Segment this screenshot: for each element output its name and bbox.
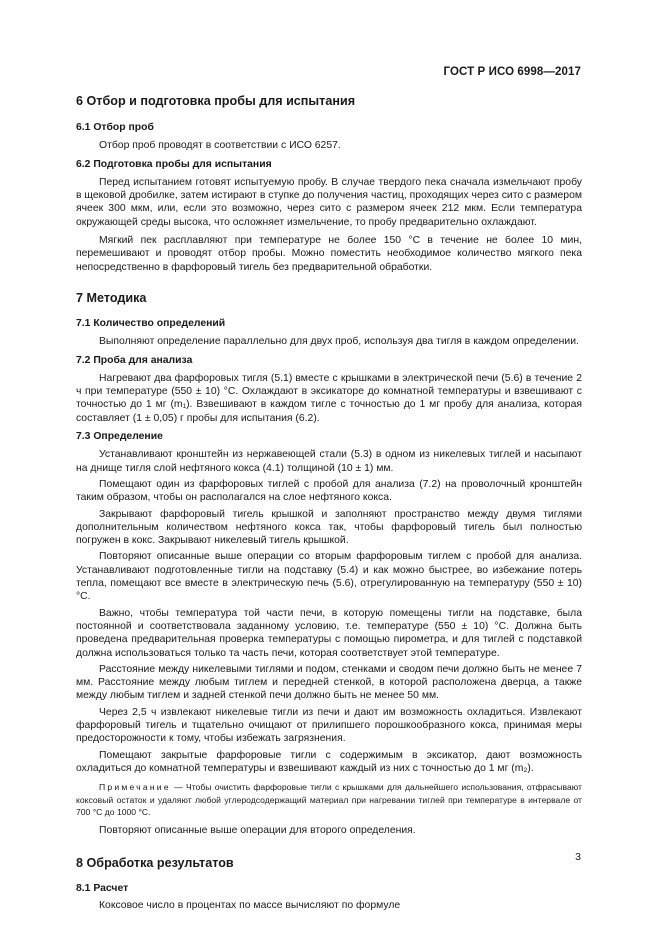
note-text: — Чтобы очистить фарфоровые тигли с крышками для дальнейшего использования, отфрасывают коксовый остаток и удаляют любой углеродсодержащий материал при нагревании тиглей при температуре в интервале от 700 °C до 1000 °C. [76, 782, 582, 818]
section-6-1-heading: 6.1 Отбор проб [76, 122, 154, 133]
section-8-heading: 8 Обработка результатов [76, 856, 234, 871]
note [76, 781, 582, 819]
section-7-3-text-4: Повторяют описанные выше операции со вторым фарфоровым тиглем с пробой для анализа. Устанавливают подготовленные тигли на подставку (5.4) и как можно быстрее, во избежание потерь тепла, помещают все вместе в электрическую печь (5.6), отрегулированную на температуру (550 ± 10) °C. [76, 551, 582, 603]
section-6-heading: 6 Отбор и подготовка пробы для испытания [76, 94, 356, 108]
section-7-3-text-5: Важно, чтобы температура той части печи, в которую помещены тигли на подставке, была постоянной и соответствовала заданному условию, т.е. температуре (550 ± 10) °C. Должна быть проведена предварительная проверка температуры с помощью пирометра, и для тиглей с подставкой должна использоваться только та часть печи, которая соответствует этой температуре. [76, 607, 582, 659]
note-label: Примечание [99, 782, 171, 793]
page-content [76, 94, 582, 912]
section-7-3-text-8: Помещают закрытые фарфоровые тигли с содержимым в эксикатор, дают возможность охладиться до комнатной температуры и взвешивают каждый из них с точностью до 1 мг (m₂). [76, 749, 582, 774]
section-6-2-text-2: Мягкий пек расплавляют при температуре не более 150 °C в течение не более 10 мин, перемешивают и проводят отбор пробы. Можно поместить необходимое количество мягкого пека непосредственно в фарфоровый тигель без предварительной обработки. [76, 235, 582, 273]
section-6-1-text: Отбор проб проводят в соответствии с ИСО 6257. [99, 140, 341, 152]
section-7-1-text: Выполняют определение параллельно для двух проб, используя два тигля в каждом определении. [99, 336, 579, 348]
section-7-2-text: Нагревают два фарфоровых тигля (5.1) вместе с крышками в электрической печи (5.6) в течение 2 ч при температуре (550 ± 10) °C. Охлаждают в эксикаторе до комнатной температуры и взвешивают с точностью до 1 мг (m₁). Взвешивают в каждом тигле с точностью до 1 мг пробу для анализа, которая составляет (1 ± 0,05) г пробы для испытания (6.2). [76, 372, 582, 424]
page-number: 3 [575, 851, 581, 863]
section-7-3-text-9: Повторяют описанные выше операции для второго определения. [99, 824, 416, 836]
section-8-1-heading: 8.1 Расчет [76, 883, 129, 895]
section-7-2-heading: 7.2 Проба для анализа [76, 354, 193, 366]
section-6-2-text-1: Перед испытанием готовят испытуемую пробу. В случае твердого пека сначала измельчают пробу в щековой дробилке, затем истирают в ступке до получения частиц, проходящих через сито с размером ячеек 300 мкм, или, если это возможно, через сито с размером ячеек 212 мкм. Если температура окружающей среды высока, что осложняет измельчение, то пробу предварительно охлаждают. [76, 176, 582, 228]
section-7-3-heading: 7.3 Определение [76, 431, 163, 443]
section-7-3-text-7: Через 2,5 ч извлекают никелевые тигли из печи и дают им возможность охладиться. Извлекают фарфоровый тигель и тщательно очищают от прилипшего порошкообразного кокса, принимая меры предосторожности к тому, чтобы избежать загрязнения. [76, 706, 582, 745]
section-7-3-text-2: Помещают один из фарфоровых тиглей с пробой для анализа (7.2) на проволочный кронштейн таким образом, чтобы он располагался на слое нефтяного кокса. [76, 478, 582, 504]
standard-number: ГОСТ Р ИСО 6998—2017 [443, 66, 581, 78]
section-7-3-text-1: Устанавливают кронштейн из нержавеющей стали (5.3) в одном из никелевых тиглей и насыпают на днище тигля слой нефтяного кокса (4.1) толщиной (10 ± 1) мм. [76, 449, 582, 474]
section-7-heading: 7 Методика [76, 290, 147, 305]
section-7-1-heading: 7.1 Количество определений [76, 317, 226, 329]
section-7-3-text-6: Расстояние между никелевыми тиглями и подом, стенками и сводом печи должно быть не менее 7 мм. Расстояние между любым тиглем и передней стенкой, в которой расположена дверца, а также между любым тиглем и задней стенкой печи должно быть не менее 50 мм. [76, 663, 582, 702]
section-6-2-heading: 6.2 Подготовка пробы для испытания [76, 158, 272, 170]
section-8-1-text: Коксовое число в процентах по массе вычисляют по формуле [99, 899, 401, 911]
section-7-3-text-3: Закрывают фарфоровый тигель крышкой и заполняют пространство между двумя тиглями дополнительным количеством нефтяного кокса так, чтобы фарфоровый тигель был полностью погружен в кокс. Закрывают никелевый тигель крышкой. [76, 508, 582, 547]
